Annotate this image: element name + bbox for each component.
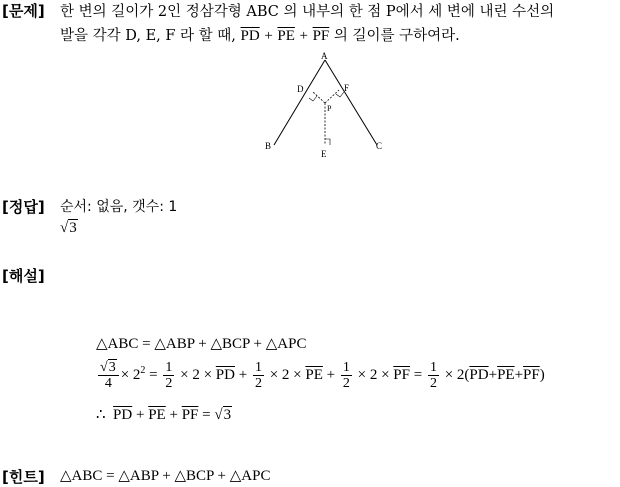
segment-pe: $\overline{PE}$ bbox=[277, 28, 295, 44]
triangle-figure bbox=[262, 50, 392, 160]
problem-line-2-pre: 발을 각각 D, E, F 라 할 때, bbox=[60, 28, 236, 44]
explanation-eq-1: △ABC = △ABP + △BCP + △APC bbox=[96, 336, 307, 352]
fraction-one-half: $\frac{1}{2}$ bbox=[165, 360, 173, 391]
plus-sign: + bbox=[264, 28, 273, 44]
therefore-symbol: ∴ bbox=[96, 407, 106, 423]
explanation-tag: [해설] bbox=[2, 267, 45, 285]
label-e: E bbox=[321, 149, 327, 159]
plus-sign: + bbox=[299, 28, 308, 44]
perpendicular-pd bbox=[313, 92, 325, 103]
label-d: D bbox=[297, 84, 304, 94]
right-angle-mark-f bbox=[336, 92, 344, 97]
explanation-eq-2: $\frac{√3}{4}$ × $2^2$ = $\frac{1}{2}$ × $2 \times \overline{PD}$ + $\frac{1}{2}$ × $2 \times \overline{PE}$ + $\frac{1}{2}$ × $2 \times \overline{PF}$ = $\frac{1}{2}$ × $2(\overline{PD}+\overline{PE}+\overline{PF})$ bbox=[100, 360, 545, 391]
fraction-one-half: $\frac{1}{2}$ bbox=[342, 360, 350, 391]
perpendicular-pf bbox=[325, 90, 339, 103]
sqrt-sign: √3 bbox=[60, 220, 77, 236]
right-angle-mark-e bbox=[325, 139, 330, 145]
problem-tag: [문제] bbox=[2, 2, 45, 20]
hint-tag: [힌트] bbox=[2, 468, 45, 486]
answer-tag: [정답] bbox=[2, 198, 45, 216]
sqrt-radicand: 3 bbox=[69, 220, 77, 236]
fraction-sqrt3-over-4: $\frac{√3}{4}$ bbox=[98, 360, 119, 391]
answer-meta: 순서: 없음, 갯수: 1 bbox=[60, 199, 178, 215]
label-b: B bbox=[265, 141, 272, 151]
right-angle-mark-d bbox=[309, 96, 317, 101]
answer-value bbox=[60, 220, 78, 237]
label-f: F bbox=[344, 83, 350, 93]
problem-line-2-post: 의 길이를 구하여라. bbox=[333, 28, 460, 44]
side-ab bbox=[274, 60, 325, 145]
segment-pd: $\overline{PD}$ bbox=[240, 28, 260, 44]
segment-pf: $\overline{PF}$ bbox=[312, 28, 330, 44]
explanation-eq-3: ∴ $\overline{PD} + \overline{PE} + \overline{PF} = √3$ bbox=[96, 407, 232, 423]
side-ac bbox=[325, 60, 377, 145]
problem-line-1: 한 변의 길이가 2인 정삼각형 ABC 의 내부의 한 점 P에서 세 변에 내린 수선의 bbox=[60, 4, 555, 20]
label-p: P bbox=[327, 104, 332, 113]
fraction-one-half: $\frac{1}{2}$ bbox=[254, 360, 262, 391]
problem-line-2 bbox=[60, 24, 460, 45]
label-c: C bbox=[376, 141, 383, 151]
label-a: A bbox=[321, 51, 328, 61]
fraction-one-half: $\frac{1}{2}$ bbox=[429, 360, 437, 391]
hint-eq: △ABC = △ABP + △BCP + △APC bbox=[60, 468, 271, 484]
